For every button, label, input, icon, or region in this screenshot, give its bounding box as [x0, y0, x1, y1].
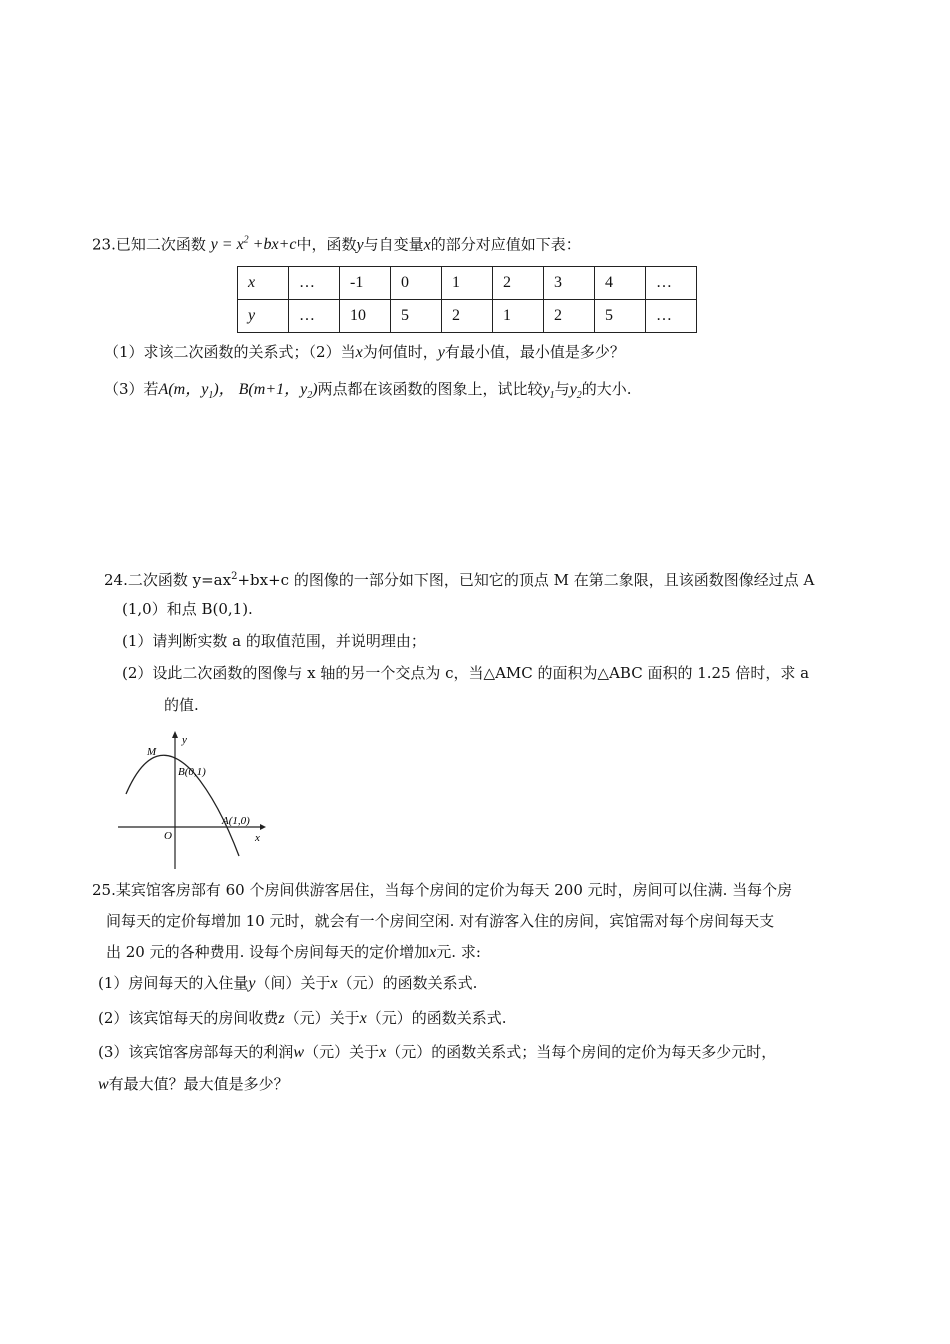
q23-intro: 23.已知二次函数 $y = x^2 +bx+c$中，函数y与自变量x的部分对应值如下表： — [92, 235, 581, 254]
q25-line3: 出 20 元的各种费用. 设每个房间每天的定价增加x元. 求: — [106, 943, 481, 961]
q23-value-table — [237, 266, 697, 333]
q25-part1: (1）房间每天的入住量y（间）关于x（元）的函数关系式. — [98, 974, 478, 992]
table-row: y … 10 5 2 1 2 5 … — [238, 300, 697, 333]
table-row: x … -1 0 1 2 3 4 … — [238, 267, 697, 300]
vertex-label: M — [147, 746, 157, 758]
y-axis-label: y — [182, 734, 187, 746]
point-a-label: A(1,0) — [222, 815, 250, 827]
q24-part1: (1）请判断实数 a 的取值范围，并说明理由； — [122, 632, 426, 650]
q25-part3-cont: w有最大值？最大值是多少？ — [98, 1075, 289, 1093]
q24-part2-cont: 的值. — [164, 696, 199, 714]
q25-part3: (3）该宾馆客房部每天的利润w（元）关于x（元）的函数关系式；当每个房间的定价为每天多少元时， — [98, 1043, 777, 1061]
q24-part2: (2）设此二次函数的图像与 x 轴的另一个交点为 c，当△AMC 的面积为△ABC 面积的 1.25 倍时，求 a — [122, 664, 810, 682]
y-axis-arrow — [172, 731, 178, 738]
q24-intro-cont: (1,0）和点 B(0,1). — [122, 600, 253, 618]
q24-parabola-graph — [114, 731, 266, 871]
point-b-label: B(0,1) — [178, 766, 206, 778]
q23-part3: （3）若A(m，$y_1$)， B(m+1，$y_2$)两点都在该函数的图象上，试比较$y_1$与$y_2$的大小. — [104, 380, 632, 402]
q25-line2: 间每天的定价每增加 10 元时，就会有一个房间空闲. 对有游客入住的房间，宾馆需对每个房间每天支 — [106, 912, 775, 930]
x-axis-label: x — [255, 832, 260, 844]
q24-intro: 24.二次函数 $y=ax^2+bx+c$ 的图像的一部分如下图，已知它的顶点 M 在第二象限，且该函数图像经过点 A — [104, 571, 815, 589]
q25-part2: (2）该宾馆每天的房间收费z（元）关于x（元）的函数关系式. — [98, 1009, 507, 1027]
origin-label: O — [164, 830, 172, 842]
q23-formula: $y = x^2 +bx+c$ — [210, 235, 297, 254]
q25-line1: 25.某宾馆客房部有 60 个房间供游客居住，当每个房间的定价为每天 200 元时，房间可以住满. 当每个房 — [92, 881, 793, 899]
q23-part1-2: （1）求该二次函数的关系式；（2）当x为何值时，y有最小值，最小值是多少？ — [104, 343, 625, 361]
x-axis-arrow — [260, 824, 266, 830]
